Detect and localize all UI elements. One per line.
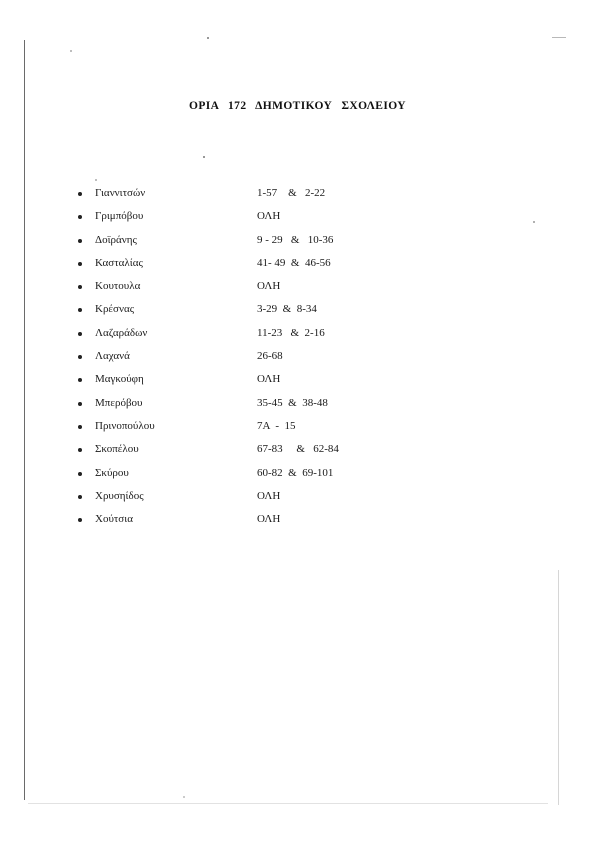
bullet-icon bbox=[78, 262, 82, 266]
bullet-icon bbox=[78, 518, 82, 522]
street-name: Χρυσηίδος bbox=[95, 489, 144, 502]
list-item bbox=[78, 397, 498, 420]
list-item bbox=[78, 327, 498, 350]
list-item bbox=[78, 280, 498, 303]
street-range: ΟΛΗ bbox=[257, 489, 281, 502]
street-name: Σκύρου bbox=[95, 466, 129, 479]
street-range: 11-23 & 2-16 bbox=[257, 326, 325, 339]
street-range: ΟΛΗ bbox=[257, 210, 281, 223]
street-range: 35-45 & 38-48 bbox=[257, 396, 328, 409]
street-name: Γιαννιτσών bbox=[95, 187, 146, 199]
street-name: Λαχανά bbox=[95, 350, 130, 363]
list-item bbox=[78, 187, 498, 210]
list-item bbox=[78, 373, 498, 396]
scan-speck bbox=[203, 156, 205, 158]
scan-edge-right bbox=[558, 570, 559, 805]
list-item bbox=[78, 303, 498, 326]
street-range: 67-83 & 62-84 bbox=[257, 443, 339, 456]
street-range: ΟΛΗ bbox=[257, 280, 281, 293]
scan-speck bbox=[533, 221, 535, 223]
list-item bbox=[78, 513, 498, 536]
scan-speck bbox=[207, 37, 209, 39]
street-name: Λαζαράδων bbox=[95, 326, 148, 339]
street-name: Μπερόβου bbox=[95, 396, 143, 409]
scan-speck bbox=[95, 179, 97, 181]
street-name: Χούτσια bbox=[95, 513, 133, 526]
street-name: Γριμπόβου bbox=[95, 210, 144, 223]
bullet-icon bbox=[78, 472, 82, 476]
street-range: 60-82 & 69-101 bbox=[257, 466, 334, 479]
street-name: Πρινοπούλου bbox=[95, 419, 155, 432]
list-item bbox=[78, 490, 498, 513]
street-name: Κουτουλα bbox=[95, 280, 141, 293]
bullet-icon bbox=[78, 355, 82, 359]
list-item bbox=[78, 210, 498, 233]
bullet-icon bbox=[78, 239, 82, 243]
list-item bbox=[78, 234, 498, 257]
street-range: ΟΛΗ bbox=[257, 373, 281, 386]
list-item bbox=[78, 257, 498, 280]
list-item bbox=[78, 350, 498, 373]
street-name: Δοϊράνης bbox=[95, 233, 137, 246]
scan-edge-left bbox=[24, 40, 25, 800]
scan-edge-bottom bbox=[28, 803, 548, 804]
street-name: Κρέσνας bbox=[95, 303, 135, 316]
bullet-icon bbox=[78, 308, 82, 312]
street-name: Μαγκούφη bbox=[95, 373, 144, 386]
scan-speck bbox=[183, 796, 185, 798]
street-range: 3-29 & 8-34 bbox=[257, 303, 317, 316]
bullet-icon bbox=[78, 378, 82, 382]
street-name: Κασταλίας bbox=[95, 256, 143, 269]
list-item bbox=[78, 467, 498, 490]
bullet-icon bbox=[78, 215, 82, 219]
page-title: ΟΡΙΑ 172 ΔΗΜΟΤΙΚΟΥ ΣΧΟΛΕΙΟΥ bbox=[189, 100, 406, 112]
street-name: Σκοπέλου bbox=[95, 443, 139, 456]
bullet-icon bbox=[78, 495, 82, 499]
street-list bbox=[78, 187, 498, 536]
bullet-icon bbox=[78, 448, 82, 452]
scan-speck bbox=[70, 50, 72, 52]
street-range: 7Α - 15 bbox=[257, 419, 296, 432]
bullet-icon bbox=[78, 425, 82, 429]
list-item bbox=[78, 420, 498, 443]
street-range: 9 - 29 & 10-36 bbox=[257, 233, 334, 246]
bullet-icon bbox=[78, 402, 82, 406]
street-range: 1-57 & 2-22 bbox=[257, 187, 326, 199]
street-range: ΟΛΗ bbox=[257, 513, 281, 526]
bullet-icon bbox=[78, 285, 82, 289]
list-item bbox=[78, 443, 498, 466]
bullet-icon bbox=[78, 192, 82, 196]
scan-edge-top bbox=[552, 37, 566, 38]
bullet-icon bbox=[78, 332, 82, 336]
street-range: 26-68 bbox=[257, 350, 283, 363]
street-range: 41- 49 & 46-56 bbox=[257, 256, 331, 269]
